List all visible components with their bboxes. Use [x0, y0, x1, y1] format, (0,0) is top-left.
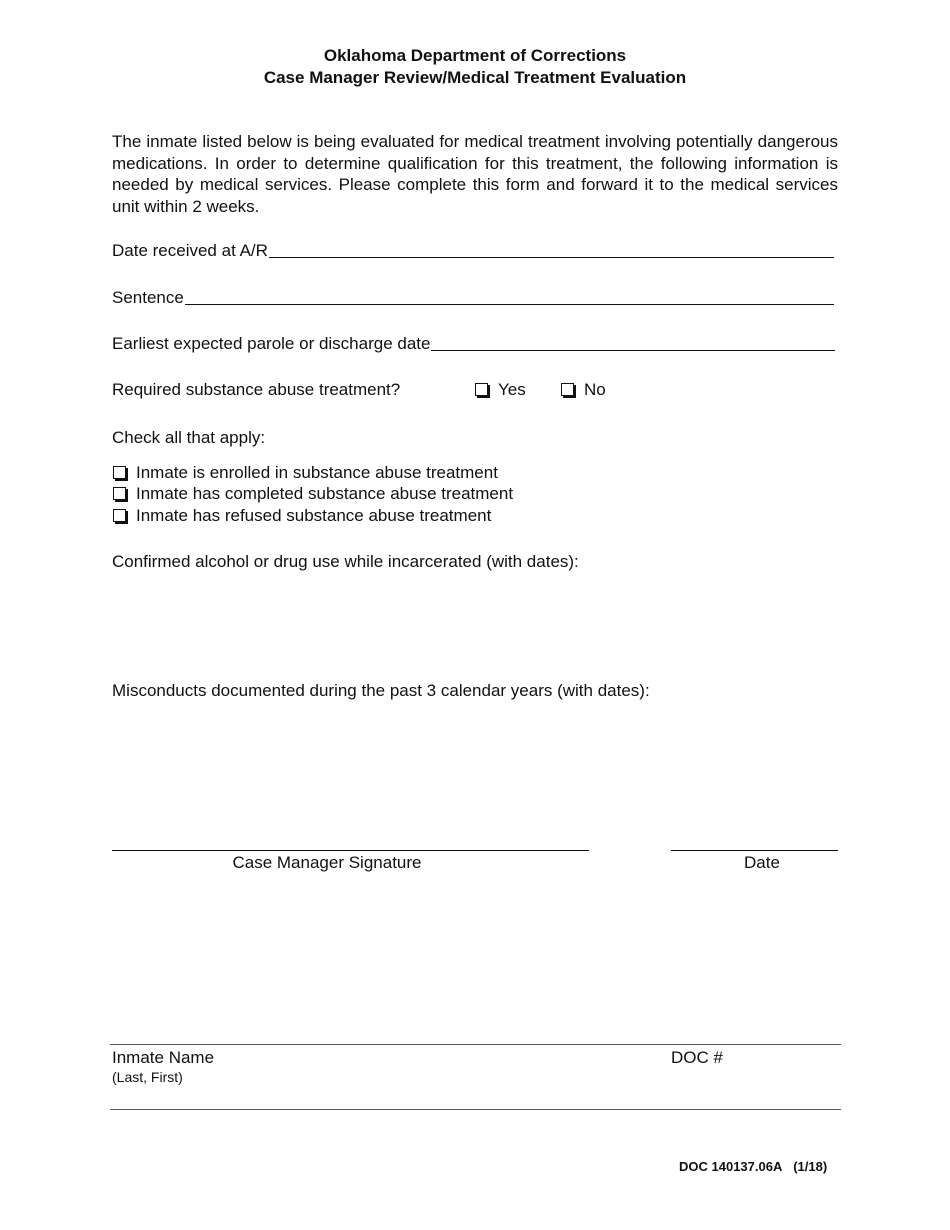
substance-yes-option[interactable]: [475, 380, 526, 400]
option-refused[interactable]: [113, 506, 491, 526]
misconducts-label: Misconducts documented during the past 3 calendar years (with dates):: [112, 681, 650, 700]
sentence-line[interactable]: [185, 304, 834, 305]
form-number: [679, 1159, 827, 1174]
form-title: Case Manager Review/Medical Treatment Evaluation: [263, 68, 687, 87]
signature-date-line[interactable]: [671, 850, 838, 851]
inmate-name-label: Inmate Name: [112, 1048, 215, 1067]
inmate-top-rule: [110, 1044, 841, 1045]
signature-date-label: Date: [744, 853, 780, 872]
no-label: No: [584, 380, 606, 399]
substance-no-option[interactable]: [561, 380, 606, 400]
case-manager-signature-line[interactable]: [112, 850, 589, 851]
option-completed[interactable]: [113, 484, 513, 504]
parole-date-field: [112, 334, 835, 354]
refused-checkbox[interactable]: [113, 509, 126, 522]
check-all-label: Check all that apply:: [112, 428, 266, 447]
parole-date-line[interactable]: [431, 350, 835, 351]
enrolled-label: Inmate is enrolled in substance abuse treatment: [136, 463, 498, 482]
doc-number-label: DOC #: [671, 1048, 723, 1067]
date-received-field: [112, 241, 834, 261]
form-revision: (1/18): [793, 1159, 828, 1174]
completed-label: Inmate has completed substance abuse treatment: [136, 484, 514, 503]
enrolled-checkbox[interactable]: [113, 466, 126, 479]
sentence-field: [112, 288, 834, 308]
yes-label: Yes: [498, 380, 526, 399]
agency-title: Oklahoma Department of Corrections: [323, 46, 627, 65]
inmate-name-hint: (Last, First): [112, 1069, 183, 1085]
date-received-label: Date received at A/R: [112, 241, 268, 260]
refused-label: Inmate has refused substance abuse treatment: [136, 506, 492, 525]
no-checkbox[interactable]: [561, 383, 574, 396]
parole-date-label: Earliest expected parole or discharge date: [112, 334, 431, 353]
case-manager-signature-label: Case Manager Signature: [232, 853, 422, 872]
option-enrolled[interactable]: [113, 463, 498, 483]
inmate-bottom-rule: [110, 1109, 841, 1110]
substance-question-label: Required substance abuse treatment?: [112, 380, 401, 399]
sentence-label: Sentence: [112, 288, 184, 307]
completed-checkbox[interactable]: [113, 487, 126, 500]
yes-checkbox[interactable]: [475, 383, 488, 396]
date-received-line[interactable]: [269, 257, 834, 258]
intro-paragraph: The inmate listed below is being evaluated for medical treatment involving potentially dangerous medications. In order to determine qualification for this treatment, the following information is needed by medical services. Please complete this form and forward it to the medical services unit within 2 weeks.: [112, 132, 838, 216]
form-number-code: DOC 140137.06A: [679, 1159, 783, 1174]
alcohol-drug-label: Confirmed alcohol or drug use while incarcerated (with dates):: [112, 552, 579, 571]
